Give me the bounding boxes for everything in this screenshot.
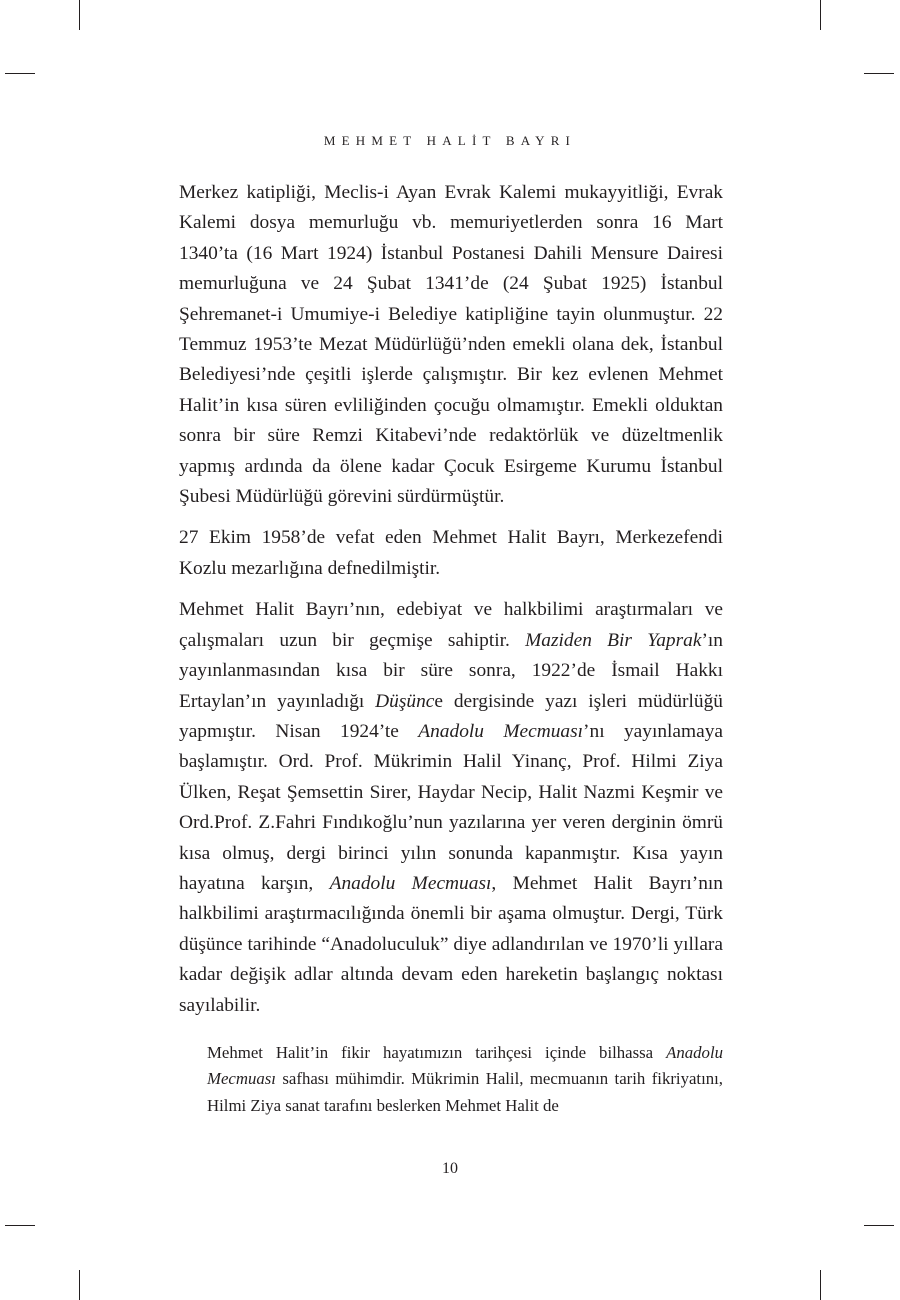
crop-mark-top-right xyxy=(820,0,821,30)
crop-mark-top-left xyxy=(79,0,80,30)
crop-mark-left-top xyxy=(5,73,35,74)
crop-mark-bottom-left xyxy=(79,1270,80,1300)
running-head: MEHMET HALİT BAYRI xyxy=(323,133,577,148)
paragraph-1: Merkez katipliği, Meclis-i Ayan Evrak Kalemi mukayyitliği, Evrak Kalemi dosya memurluğu vb. memuriyetlerden sonra 16 Mart 1340’ta (16 Mart 1924) İstanbul Postanesi Dahili Mensure Dairesi memurluğuna ve 24 Şubat 1341’de (24 Şubat 1925) İstanbul Şehremanet-i Umumiye-i Belediye katipliğine tayin olunmuştur. 22 Temmuz 1953’te Mezat Müdürlüğü’nden emekli olana dek, İstanbul Belediyesi’nde çeşitli işlerde çalışmıştır. Bir kez evlenen Mehmet Halit’in kısa süren evliliğinden çocuğu olmamıştır. Emekli olduktan sonra bir süre Remzi Kitabevi’nde redaktörlük ve düzeltmenlik yapmış ardında da ölene kadar Çocuk Esirgeme Kurumu İstanbul Şubesi Müdürlüğü görevini sürdürmüştür. xyxy=(179,182,723,508)
paragraph-2: 27 Ekim 1958’de vefat eden Mehmet Halit Bayrı, Merkezefendi Kozlu mezarlığına defnedilmiştir. xyxy=(179,527,723,579)
crop-mark-right-bottom xyxy=(864,1225,894,1226)
crop-mark-right-top xyxy=(864,73,894,74)
crop-mark-left-bottom xyxy=(5,1225,35,1226)
paragraph-3: Mehmet Halit Bayrı’nın, edebiyat ve halkbilimi araştırmaları ve çalışmaları uzun bir geçmişe sahiptir. Maziden Bir Yaprak’ın yayınlanmasından kısa bir süre sonra, 1922’de İsmail Hakkı Ertaylan’ın yayınladığı Düşünce dergisinde yazı işleri müdürlüğü yapmıştır. Nisan 1924’te Anadolu Mecmuası’nı yayınlamaya başlamıştır. Ord. Prof. Mükrimin Halil Yinanç, Prof. Hilmi Ziya Ülken, Reşat Şemsettin Sirer, Haydar Necip, Halit Nazmi Keşmir ve Ord.Prof. Z.Fahri Fındıkoğlu’nun yazılarına yer veren derginin ömrü kısa olmuş, dergi birinci yılın sonunda kapanmıştır. Kısa yayın hayatına karşın, Anadolu Mecmuası, Mehmet Halit Bayrı’nın halkbilimi araştırmacılığında önemli bir aşama olmuştur. Dergi, Türk düşünce tarihinde “Anadoluculuk” diye adlandırılan ve 1970’li yıllara kadar değişik adlar altında devam eden hareketin başlangıç noktası sayılabilir. xyxy=(179,599,724,1016)
crop-mark-bottom-right xyxy=(820,1270,821,1300)
page-number: 10 xyxy=(442,1160,458,1177)
block-quote: Mehmet Halit’in fikir hayatımızın tarihçesi içinde bilhassa Anadolu Mecmuası safhası mühimdir. Mükrimin Halil, mecmuanın tarih fikriyatını, Hilmi Ziya sanat tarafını beslerken Mehmet Halit de xyxy=(207,1043,723,1115)
body-text xyxy=(179,178,723,1032)
